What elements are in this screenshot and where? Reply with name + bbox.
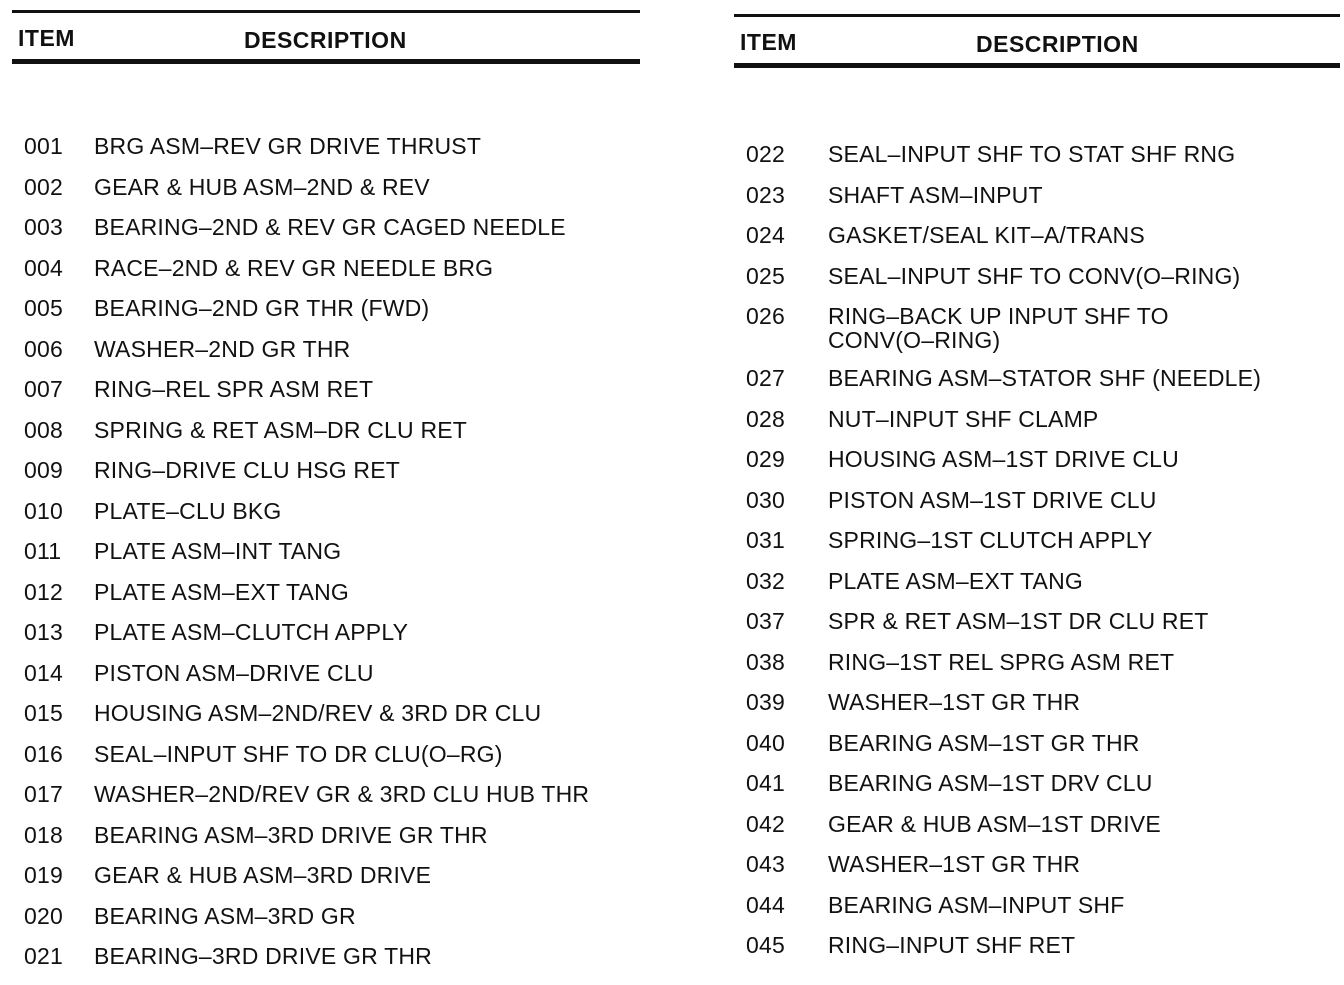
item-description: GEAR & HUB ASM–1ST DRIVE <box>828 810 1161 837</box>
item-number: 021 <box>24 943 63 969</box>
item-description: SPR & RET ASM–1ST DR CLU RET <box>828 608 1209 634</box>
item-description: RING–REL SPR ASM RET <box>94 376 374 402</box>
item-description: HOUSING ASM–2ND/REV & 3RD DR CLU <box>94 700 542 726</box>
table-row <box>734 488 1340 529</box>
item-description: WASHER–1ST GR THR <box>828 689 1081 715</box>
item-number: 015 <box>24 700 63 726</box>
item-description: BEARING ASM–STATOR SHF (NEEDLE) <box>828 365 1262 391</box>
item-description: RING–DRIVE CLU HSG RET <box>94 457 401 483</box>
item-number: 002 <box>24 173 63 200</box>
table-row <box>12 904 640 945</box>
table-row <box>734 609 1340 650</box>
item-description: RING–INPUT SHF RET <box>828 932 1076 958</box>
table-row <box>734 304 1340 366</box>
item-description: GASKET/SEAL KIT–A/TRANS <box>828 222 1145 248</box>
item-number: 008 <box>24 416 63 443</box>
item-description: WASHER–2ND/REV GR & 3RD CLU HUB THR <box>94 781 590 807</box>
item-description: PLATE ASM–INT TANG <box>94 538 342 564</box>
item-description: RACE–2ND & REV GR NEEDLE BRG <box>94 254 494 281</box>
table-row <box>734 366 1340 407</box>
table-row <box>734 852 1340 893</box>
item-number: 024 <box>746 222 785 248</box>
item-description: WASHER–1ST GR THR <box>828 851 1081 877</box>
item-number: 032 <box>746 567 785 594</box>
item-number: 006 <box>24 335 63 362</box>
item-description: NUT–INPUT SHF CLAMP <box>828 405 1099 432</box>
table-row <box>12 134 640 175</box>
item-number: 017 <box>24 781 63 807</box>
item-number: 014 <box>24 659 63 686</box>
table-row <box>12 499 640 540</box>
item-description: BEARING–3RD DRIVE GR THR <box>94 943 432 969</box>
item-number: 043 <box>746 851 785 877</box>
item-description: WASHER–2ND GR THR <box>94 335 351 362</box>
item-number: 012 <box>24 578 63 605</box>
table-row <box>734 771 1340 812</box>
item-number: 007 <box>24 376 63 402</box>
table-row <box>734 447 1340 488</box>
table-row <box>734 650 1340 691</box>
table-row <box>12 661 640 702</box>
header-item: ITEM <box>740 29 797 55</box>
item-number: 029 <box>746 446 785 472</box>
table-row <box>12 458 640 499</box>
right-parts-table <box>734 14 1340 974</box>
table-row <box>12 620 640 661</box>
item-number: 039 <box>746 689 785 715</box>
item-number: 030 <box>746 486 785 513</box>
table-row <box>734 142 1340 183</box>
table-row <box>734 933 1340 974</box>
table-row <box>12 580 640 621</box>
item-description: SPRING–1ST CLUTCH APPLY <box>828 527 1153 553</box>
item-description: PLATE ASM–EXT TANG <box>94 578 349 605</box>
item-number: 025 <box>746 262 785 289</box>
table-row <box>734 528 1340 569</box>
item-number: 003 <box>24 214 63 240</box>
item-number: 004 <box>24 254 63 281</box>
item-description: RING–1ST REL SPRG ASM RET <box>828 648 1175 675</box>
table-row <box>734 569 1340 610</box>
item-description: BEARING–2ND & REV GR CAGED NEEDLE <box>94 214 566 240</box>
item-number: 023 <box>746 181 785 208</box>
item-number: 044 <box>746 891 785 918</box>
item-description: SPRING & RET ASM–DR CLU RET <box>94 416 468 443</box>
item-number: 011 <box>24 538 62 564</box>
item-number: 041 <box>746 770 785 796</box>
table-header <box>12 13 640 59</box>
item-description: BRG ASM–REV GR DRIVE THRUST <box>94 133 482 159</box>
item-description: SEAL–INPUT SHF TO DR CLU(O–RG) <box>94 740 503 767</box>
item-number: 001 <box>24 133 63 159</box>
item-number: 045 <box>746 932 785 958</box>
item-number: 020 <box>24 902 63 929</box>
item-number: 013 <box>24 619 63 645</box>
item-description: PLATE ASM–CLUTCH APPLY <box>94 619 409 645</box>
item-description: PISTON ASM–DRIVE CLU <box>94 659 374 686</box>
item-number: 037 <box>746 608 785 634</box>
item-description: PLATE–CLU BKG <box>94 497 282 524</box>
item-description: BEARING ASM–1ST DRV CLU <box>828 770 1153 796</box>
table-body <box>734 142 1340 974</box>
table-row <box>12 418 640 459</box>
item-number: 019 <box>24 862 63 888</box>
table-row <box>734 731 1340 772</box>
item-number: 016 <box>24 740 63 767</box>
table-row <box>12 701 640 742</box>
header-description: DESCRIPTION <box>976 31 1139 57</box>
table-row <box>12 782 640 823</box>
table-row <box>734 812 1340 853</box>
header-rule <box>12 59 640 64</box>
item-description: PLATE ASM–EXT TANG <box>828 567 1083 594</box>
item-description: BEARING–2ND GR THR (FWD) <box>94 295 430 321</box>
table-row <box>12 377 640 418</box>
item-description: PISTON ASM–1ST DRIVE CLU <box>828 486 1157 513</box>
table-row <box>12 863 640 904</box>
item-number: 005 <box>24 295 63 321</box>
table-row <box>12 539 640 580</box>
item-description: SEAL–INPUT SHF TO CONV(O–RING) <box>828 262 1241 289</box>
item-number: 042 <box>746 810 785 837</box>
table-row <box>734 690 1340 731</box>
item-number: 009 <box>24 457 63 483</box>
item-description: HOUSING ASM–1ST DRIVE CLU <box>828 446 1179 472</box>
item-number: 018 <box>24 821 63 848</box>
item-description: BEARING ASM–1ST GR THR <box>828 729 1140 756</box>
header-description: DESCRIPTION <box>244 27 407 53</box>
left-parts-table <box>12 10 640 985</box>
item-description: BEARING ASM–3RD DRIVE GR THR <box>94 821 488 848</box>
table-row <box>12 944 640 985</box>
table-row <box>734 264 1340 305</box>
table-row <box>12 175 640 216</box>
item-description: GEAR & HUB ASM–3RD DRIVE <box>94 862 432 888</box>
item-description: SHAFT ASM–INPUT <box>828 181 1043 208</box>
item-description: GEAR & HUB ASM–2ND & REV <box>94 173 430 200</box>
table-row <box>12 742 640 783</box>
item-description: RING–BACK UP INPUT SHF TO CONV(O–RING) <box>828 303 1169 353</box>
item-description: BEARING ASM–3RD GR <box>94 902 356 929</box>
item-number: 031 <box>746 527 785 553</box>
item-number: 010 <box>24 497 63 524</box>
header-rule <box>734 63 1340 68</box>
table-row <box>734 223 1340 264</box>
item-number: 040 <box>746 729 785 756</box>
table-row <box>12 823 640 864</box>
table-row <box>12 215 640 256</box>
table-row <box>12 256 640 297</box>
table-row <box>12 337 640 378</box>
item-description: BEARING ASM–INPUT SHF <box>828 891 1125 918</box>
table-row <box>734 893 1340 934</box>
item-number: 038 <box>746 648 785 675</box>
item-number: 022 <box>746 141 785 167</box>
item-number: 028 <box>746 405 785 432</box>
item-number: 026 <box>746 303 785 329</box>
table-row <box>734 407 1340 448</box>
header-item: ITEM <box>18 25 75 51</box>
item-number: 027 <box>746 365 785 391</box>
table-body <box>12 134 640 985</box>
table-header <box>734 17 1340 63</box>
table-row <box>12 296 640 337</box>
item-description: SEAL–INPUT SHF TO STAT SHF RNG <box>828 141 1236 167</box>
table-row <box>734 183 1340 224</box>
